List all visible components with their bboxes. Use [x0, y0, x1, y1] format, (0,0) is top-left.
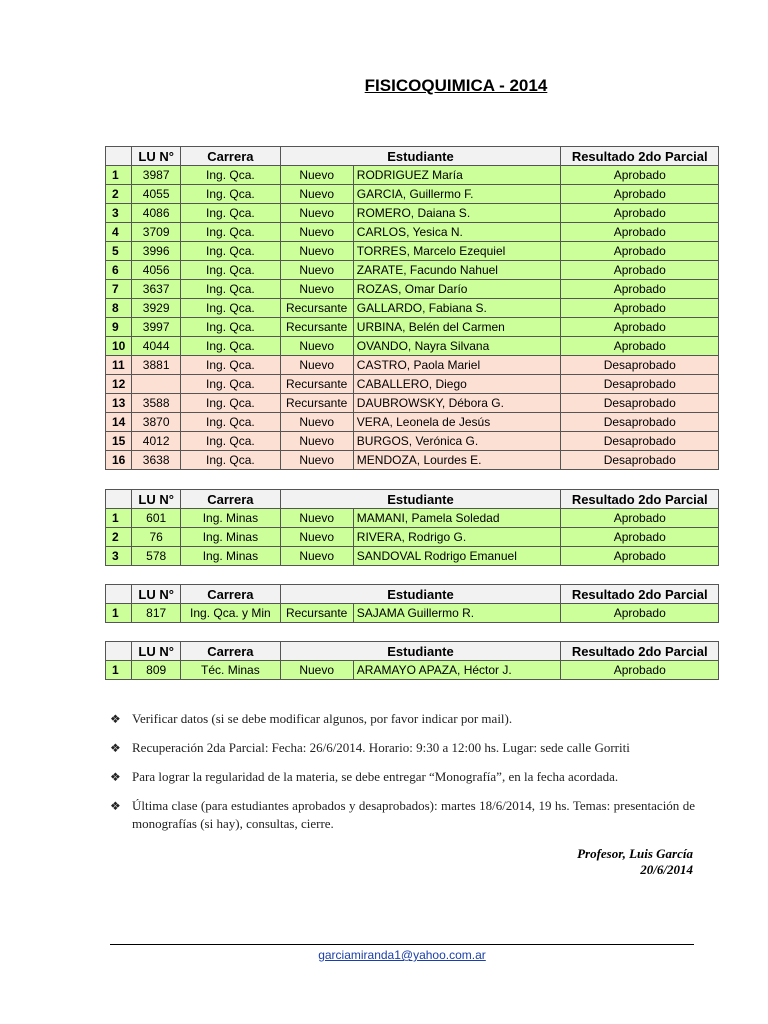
carrera-cell: Ing. Qca.: [181, 261, 280, 280]
lu-cell: 3870: [132, 413, 181, 432]
row-number: 1: [106, 509, 132, 528]
row-number: 12: [106, 375, 132, 394]
table-row: [106, 375, 719, 394]
header-number: [106, 490, 132, 509]
grades-table-3: [105, 584, 719, 623]
carrera-cell: Ing. Qca.: [181, 394, 280, 413]
student-name-cell: ARAMAYO APAZA, Héctor J.: [353, 661, 561, 680]
note-text: Verificar datos (si se debe modificar algunos, por favor indicar por mail).: [132, 711, 513, 726]
table-row: [106, 413, 719, 432]
table-row: [106, 242, 719, 261]
lu-cell: 76: [132, 528, 181, 547]
lu-cell: 3637: [132, 280, 181, 299]
header-lu: LU N°: [132, 642, 181, 661]
tipo-cell: Nuevo: [280, 261, 353, 280]
resultado-cell: Desaprobado: [561, 356, 719, 375]
table-row: [106, 318, 719, 337]
row-number: 3: [106, 547, 132, 566]
table-row: [106, 661, 719, 680]
row-number: 5: [106, 242, 132, 261]
note-text: Para lograr la regularidad de la materia, se debe entregar “Monografía”, en la fecha acordada.: [132, 769, 619, 784]
header-number: [106, 147, 132, 166]
lu-cell: 3987: [132, 166, 181, 185]
carrera-cell: Ing. Qca. y Min: [181, 604, 280, 623]
tipo-cell: Recursante: [280, 299, 353, 318]
tipo-cell: Nuevo: [280, 242, 353, 261]
signature-name: Profesor, Luis García: [577, 846, 693, 861]
carrera-cell: Ing. Qca.: [181, 299, 280, 318]
header-lu: LU N°: [132, 147, 181, 166]
lu-cell: 3996: [132, 242, 181, 261]
table-row: [106, 528, 719, 547]
table-row: [106, 261, 719, 280]
diamond-bullet-icon: ❖: [110, 712, 121, 726]
lu-cell: 4044: [132, 337, 181, 356]
carrera-cell: Ing. Qca.: [181, 185, 280, 204]
table-row: [106, 299, 719, 318]
student-name-cell: ROMERO, Daiana S.: [353, 204, 561, 223]
resultado-cell: Aprobado: [561, 547, 719, 566]
header-lu: LU N°: [132, 585, 181, 604]
lu-cell: 4012: [132, 432, 181, 451]
table-row: [106, 166, 719, 185]
tipo-cell: Nuevo: [280, 661, 353, 680]
tipo-cell: Nuevo: [280, 547, 353, 566]
carrera-cell: Ing. Qca.: [181, 223, 280, 242]
table-header-row: [106, 585, 719, 604]
resultado-cell: Aprobado: [561, 604, 719, 623]
row-number: 4: [106, 223, 132, 242]
student-name-cell: ROZAS, Omar Darío: [353, 280, 561, 299]
header-resultado: Resultado 2do Parcial: [561, 585, 719, 604]
row-number: 3: [106, 204, 132, 223]
row-number: 1: [106, 661, 132, 680]
note-text: Recuperación 2da Parcial: Fecha: 26/6/2014. Horario: 9:30 a 12:00 hs. Lugar: sede calle Gorriti: [132, 740, 630, 755]
header-estudiante: Estudiante: [280, 147, 561, 166]
table-row: [106, 604, 719, 623]
lu-cell: 3638: [132, 451, 181, 470]
notes-list: [110, 710, 695, 844]
resultado-cell: Aprobado: [561, 337, 719, 356]
carrera-cell: Ing. Qca.: [181, 204, 280, 223]
resultado-cell: Desaprobado: [561, 413, 719, 432]
diamond-bullet-icon: ❖: [110, 799, 121, 813]
lu-cell: 4056: [132, 261, 181, 280]
table-row: [106, 547, 719, 566]
header-resultado: Resultado 2do Parcial: [561, 490, 719, 509]
carrera-cell: Ing. Qca.: [181, 166, 280, 185]
table-row: [106, 394, 719, 413]
lu-cell: 3997: [132, 318, 181, 337]
student-name-cell: RIVERA, Rodrigo G.: [353, 528, 561, 547]
tipo-cell: Nuevo: [280, 413, 353, 432]
row-number: 8: [106, 299, 132, 318]
tipo-cell: Recursante: [280, 318, 353, 337]
student-name-cell: CABALLERO, Diego: [353, 375, 561, 394]
table-row: [106, 356, 719, 375]
student-name-cell: GALLARDO, Fabiana S.: [353, 299, 561, 318]
resultado-cell: Aprobado: [561, 223, 719, 242]
resultado-cell: Aprobado: [561, 318, 719, 337]
table-row: [106, 185, 719, 204]
lu-cell: 4055: [132, 185, 181, 204]
carrera-cell: Ing. Qca.: [181, 337, 280, 356]
footer-email-link[interactable]: garciamiranda1@yahoo.com.ar: [318, 948, 486, 962]
row-number: 7: [106, 280, 132, 299]
signature: [577, 846, 693, 878]
tipo-cell: Nuevo: [280, 280, 353, 299]
carrera-cell: Ing. Qca.: [181, 242, 280, 261]
grades-table-2: [105, 489, 719, 566]
table-row: [106, 280, 719, 299]
table-header-row: [106, 490, 719, 509]
note-item: [110, 710, 695, 728]
carrera-cell: Ing. Minas: [181, 547, 280, 566]
row-number: 9: [106, 318, 132, 337]
tipo-cell: Nuevo: [280, 509, 353, 528]
note-text: Última clase (para estudiantes aprobados y desaprobados): martes 18/6/2014, 19 hs. Temas: presentación de monografías (si hay), consultas, cierre.: [132, 798, 695, 831]
resultado-cell: Desaprobado: [561, 451, 719, 470]
lu-cell: 3929: [132, 299, 181, 318]
row-number: 6: [106, 261, 132, 280]
student-name-cell: SAJAMA Guillermo R.: [353, 604, 561, 623]
student-name-cell: CASTRO, Paola Mariel: [353, 356, 561, 375]
header-lu: LU N°: [132, 490, 181, 509]
resultado-cell: Desaprobado: [561, 394, 719, 413]
note-item: [110, 797, 695, 833]
footer-divider: [110, 944, 694, 945]
resultado-cell: Aprobado: [561, 185, 719, 204]
row-number: 10: [106, 337, 132, 356]
row-number: 16: [106, 451, 132, 470]
student-name-cell: TORRES, Marcelo Ezequiel: [353, 242, 561, 261]
table-row: [106, 337, 719, 356]
note-item: [110, 768, 695, 786]
student-name-cell: SANDOVAL Rodrigo Emanuel: [353, 547, 561, 566]
row-number: 1: [106, 166, 132, 185]
row-number: 15: [106, 432, 132, 451]
tipo-cell: Recursante: [280, 604, 353, 623]
table-row: [106, 451, 719, 470]
tipo-cell: Nuevo: [280, 528, 353, 547]
table-header-row: [106, 147, 719, 166]
tipo-cell: Nuevo: [280, 204, 353, 223]
grades-table-1: [105, 146, 719, 470]
student-name-cell: OVANDO, Nayra Silvana: [353, 337, 561, 356]
header-carrera: Carrera: [181, 490, 280, 509]
resultado-cell: Aprobado: [561, 280, 719, 299]
resultado-cell: Aprobado: [561, 528, 719, 547]
tipo-cell: Nuevo: [280, 432, 353, 451]
resultado-cell: Aprobado: [561, 261, 719, 280]
tipo-cell: Nuevo: [280, 337, 353, 356]
lu-cell: 3709: [132, 223, 181, 242]
header-estudiante: Estudiante: [280, 642, 561, 661]
lu-cell: 817: [132, 604, 181, 623]
lu-cell: 809: [132, 661, 181, 680]
grades-table-4: [105, 641, 719, 680]
diamond-bullet-icon: ❖: [110, 770, 121, 784]
student-name-cell: MAMANI, Pamela Soledad: [353, 509, 561, 528]
tipo-cell: Nuevo: [280, 451, 353, 470]
student-name-cell: VERA, Leonela de Jesús: [353, 413, 561, 432]
resultado-cell: Aprobado: [561, 204, 719, 223]
tipo-cell: Nuevo: [280, 185, 353, 204]
student-name-cell: GARCIA, Guillermo F.: [353, 185, 561, 204]
tipo-cell: Nuevo: [280, 356, 353, 375]
row-number: 14: [106, 413, 132, 432]
resultado-cell: Aprobado: [561, 299, 719, 318]
header-carrera: Carrera: [181, 585, 280, 604]
row-number: 2: [106, 528, 132, 547]
header-carrera: Carrera: [181, 642, 280, 661]
tipo-cell: Nuevo: [280, 166, 353, 185]
carrera-cell: Ing. Qca.: [181, 280, 280, 299]
carrera-cell: Téc. Minas: [181, 661, 280, 680]
resultado-cell: Aprobado: [561, 661, 719, 680]
table-row: [106, 509, 719, 528]
resultado-cell: Desaprobado: [561, 432, 719, 451]
lu-cell: 3881: [132, 356, 181, 375]
lu-cell: 4086: [132, 204, 181, 223]
lu-cell: 601: [132, 509, 181, 528]
resultado-cell: Desaprobado: [561, 375, 719, 394]
resultado-cell: Aprobado: [561, 166, 719, 185]
tipo-cell: Nuevo: [280, 223, 353, 242]
header-resultado: Resultado 2do Parcial: [561, 642, 719, 661]
row-number: 13: [106, 394, 132, 413]
page-title: FISICOQUIMICA - 2014: [364, 76, 548, 95]
lu-cell: 3588: [132, 394, 181, 413]
row-number: 11: [106, 356, 132, 375]
carrera-cell: Ing. Qca.: [181, 413, 280, 432]
tipo-cell: Recursante: [280, 375, 353, 394]
header-estudiante: Estudiante: [280, 490, 561, 509]
header-number: [106, 642, 132, 661]
carrera-cell: Ing. Qca.: [181, 432, 280, 451]
carrera-cell: Ing. Minas: [181, 528, 280, 547]
header-estudiante: Estudiante: [280, 585, 561, 604]
student-name-cell: MENDOZA, Lourdes E.: [353, 451, 561, 470]
table-header-row: [106, 642, 719, 661]
resultado-cell: Aprobado: [561, 242, 719, 261]
signature-date: 20/6/2014: [640, 862, 693, 877]
carrera-cell: Ing. Qca.: [181, 318, 280, 337]
row-number: 2: [106, 185, 132, 204]
tipo-cell: Recursante: [280, 394, 353, 413]
carrera-cell: Ing. Qca.: [181, 375, 280, 394]
student-name-cell: CARLOS, Yesica N.: [353, 223, 561, 242]
table-row: [106, 432, 719, 451]
diamond-bullet-icon: ❖: [110, 741, 121, 755]
table-row: [106, 223, 719, 242]
lu-cell: 578: [132, 547, 181, 566]
carrera-cell: Ing. Qca.: [181, 451, 280, 470]
header-resultado: Resultado 2do Parcial: [561, 147, 719, 166]
student-name-cell: URBINA, Belén del Carmen: [353, 318, 561, 337]
student-name-cell: RODRIGUEZ María: [353, 166, 561, 185]
header-carrera: Carrera: [181, 147, 280, 166]
student-name-cell: DAUBROWSKY, Débora G.: [353, 394, 561, 413]
row-number: 1: [106, 604, 132, 623]
header-number: [106, 585, 132, 604]
note-item: [110, 739, 695, 757]
carrera-cell: Ing. Qca.: [181, 356, 280, 375]
student-name-cell: BURGOS, Verónica G.: [353, 432, 561, 451]
table-row: [106, 204, 719, 223]
carrera-cell: Ing. Minas: [181, 509, 280, 528]
lu-cell: [132, 375, 181, 394]
student-name-cell: ZARATE, Facundo Nahuel: [353, 261, 561, 280]
resultado-cell: Aprobado: [561, 509, 719, 528]
